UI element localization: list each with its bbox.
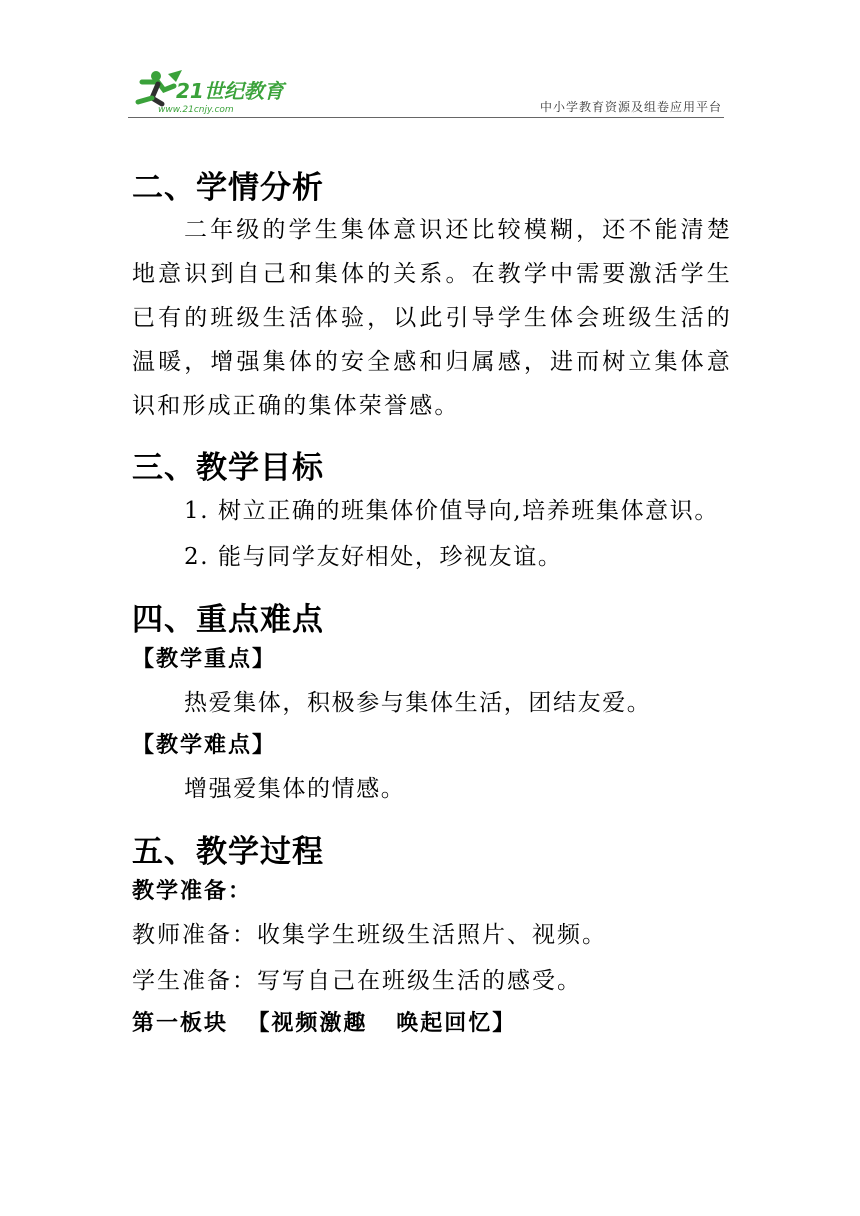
document-body (132, 168, 732, 1044)
teacher-prep-text: 教师准备：收集学生班级生活照片、视频。 (132, 922, 607, 948)
section-title-key-points: 四、重点难点 (132, 602, 324, 638)
section-title-process: 五、教学过程 (132, 834, 324, 870)
student-prep-text: 学生准备：写写自己在班级生活的感受。 (132, 968, 582, 994)
header-tagline: 中小学教育资源及组卷应用平台 (539, 100, 722, 114)
objective-item: 2. 能与同学友好相处，珍视友谊。 (184, 544, 563, 570)
difficulty-label: 【教学难点】 (132, 733, 277, 758)
difficulty-text: 增强爱集体的情感。 (184, 776, 406, 802)
block-one-heading: 第一板块 【视频激趣 唤起回忆】 (132, 1011, 517, 1036)
section-title-analysis: 二、学情分析 (132, 170, 324, 206)
prep-label: 教学准备： (132, 879, 253, 904)
logo (128, 68, 288, 116)
analysis-paragraph: 二年级的学生集体意识还比较模糊，还不能清楚地意识到自己和集体的关系。在教学中需要激活学生已有的班级生活体验，以此引导学生体会班级生活的温暖，增强集体的安全感和归属感，进而树立集体意识和形成正确的集体荣誉感。 (132, 217, 732, 419)
section-title-objectives: 三、教学目标 (132, 450, 324, 486)
objective-item: 1. 树立正确的班集体价值导向,培养班集体意识。 (184, 498, 719, 524)
key-point-text: 热爱集体，积极参与集体生活，团结友爱。 (184, 690, 652, 716)
header-divider (128, 117, 724, 118)
page-header (0, 0, 860, 120)
logo-url: www.21cnjy.com (158, 105, 234, 115)
key-point-label: 【教学重点】 (132, 647, 277, 672)
runner-logo-icon (128, 68, 288, 116)
logo-title: 21世纪教育 (176, 79, 284, 103)
